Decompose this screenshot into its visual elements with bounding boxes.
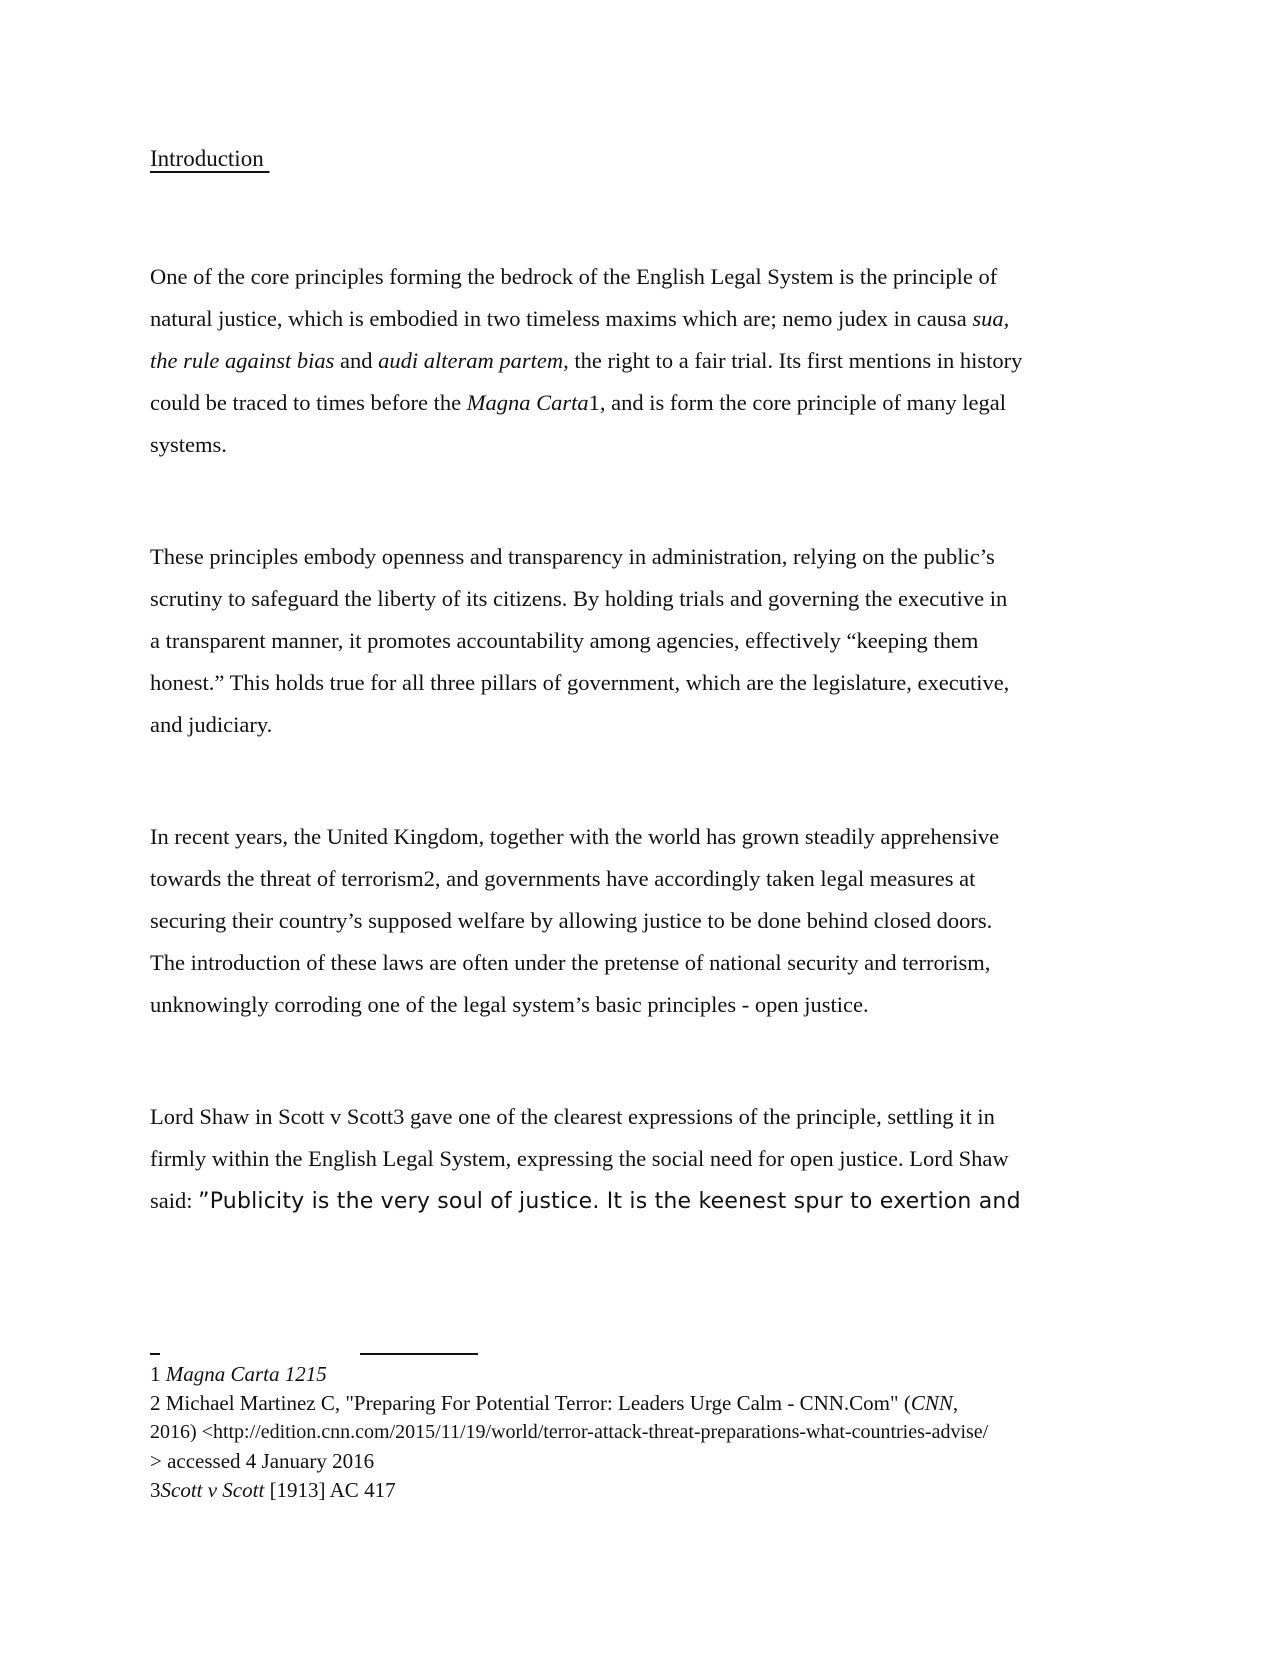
text-run: and <box>334 348 379 373</box>
paragraph-natural-justice <box>150 256 1160 466</box>
paragraph-line: In recent years, the United Kingdom, together with the world has grown steadily apprehensive <box>150 824 1000 849</box>
paragraph-line: honest.” This holds true for all three pillars of government, which are the legislature, executive, <box>150 670 1010 695</box>
text-run: , <box>952 1391 959 1415</box>
footnote-number: 1 <box>150 1362 166 1386</box>
paragraph-line: Lord Shaw in Scott v Scott3 gave one of the clearest expressions of the principle, settling it in <box>150 1104 995 1129</box>
footnote-separator-mark <box>150 1353 160 1355</box>
paragraph-line: One of the core principles forming the bedrock of the English Legal System is the principle of <box>150 264 998 289</box>
italic-text-run: sua, <box>972 306 1010 331</box>
italic-text-run: Magna Carta <box>466 390 589 415</box>
text-run: natural justice, which is embodied in two timeless maxims which are; nemo judex in causa <box>150 306 973 331</box>
paragraph-line <box>150 298 1160 340</box>
paragraph-line: These principles embody openness and transparency in administration, relying on the public’s <box>150 544 995 569</box>
text-run: the right to a fair trial. Its first mentions in history <box>568 348 1023 373</box>
paragraph-line: systems. <box>150 432 227 457</box>
paragraph-line: towards the threat of terrorism2, and governments have accordingly taken legal measures at <box>150 866 976 891</box>
paragraph-line: and judiciary. <box>150 712 273 737</box>
paragraph-line: scrutiny to safeguard the liberty of its citizens. By holding trials and governing the executive in <box>150 586 1008 611</box>
paragraph-line: unknowingly corroding one of the legal system’s basic principles - open justice. <box>150 992 869 1017</box>
paragraph-line: securing their country’s supposed welfare by allowing justice to be done behind closed doors. <box>150 908 993 933</box>
footnote-2-url-line: 2016) <http://edition.cnn.com/2015/11/19/world/terror-attack-threat-preparations-what-countries-advise/ <box>150 1421 989 1443</box>
paragraph-line: a transparent manner, it promotes accountability among agencies, effectively “keeping them <box>150 628 979 653</box>
footnote-2-accessed-line: > accessed 4 January 2016 <box>150 1449 375 1473</box>
paragraph-lord-shaw <box>150 1096 1160 1223</box>
quotation-text-run: ”Publicity is the very soul of justice. It is the keenest spur to exertion and <box>198 1189 1021 1214</box>
text-run: [1913] AC 417 <box>264 1478 396 1502</box>
paragraph-line <box>150 382 1160 424</box>
text-run: said: <box>150 1188 199 1213</box>
footnote-number: 3 <box>150 1478 161 1502</box>
italic-text-run: Scott v Scott <box>160 1478 265 1502</box>
paragraph-terrorism <box>150 816 1160 1026</box>
footnote-separator-rule <box>360 1353 478 1355</box>
paragraph-openness-transparency <box>150 536 1160 746</box>
text-run: 2 Michael Martinez C, "Preparing For Potential Terror: Leaders Urge Calm - CNN.Com" ( <box>150 1391 911 1415</box>
paragraph-line: The introduction of these laws are often under the pretense of national security and terrorism, <box>150 950 991 975</box>
text-run: could be traced to times before the <box>150 390 467 415</box>
footnote-2 <box>150 1389 1160 1418</box>
italic-text-run: audi alteram partem, <box>378 348 569 373</box>
italic-text-run: Magna Carta 1215 <box>165 1362 327 1386</box>
paragraph-line: firmly within the English Legal System, expressing the social need for open justice. Lord Shaw <box>150 1146 1009 1171</box>
italic-text-run: CNN <box>910 1391 953 1415</box>
footnotes <box>150 1360 1160 1505</box>
section-heading-introduction: Introduction <box>150 146 270 171</box>
italic-text-run: the rule against bias <box>150 348 335 373</box>
footnote-1 <box>150 1360 1160 1389</box>
paragraph-line <box>150 1180 1160 1223</box>
text-run: 1, and is form the core principle of many legal <box>588 390 1007 415</box>
paragraph-line <box>150 340 1160 382</box>
footnote-3 <box>150 1476 1160 1505</box>
